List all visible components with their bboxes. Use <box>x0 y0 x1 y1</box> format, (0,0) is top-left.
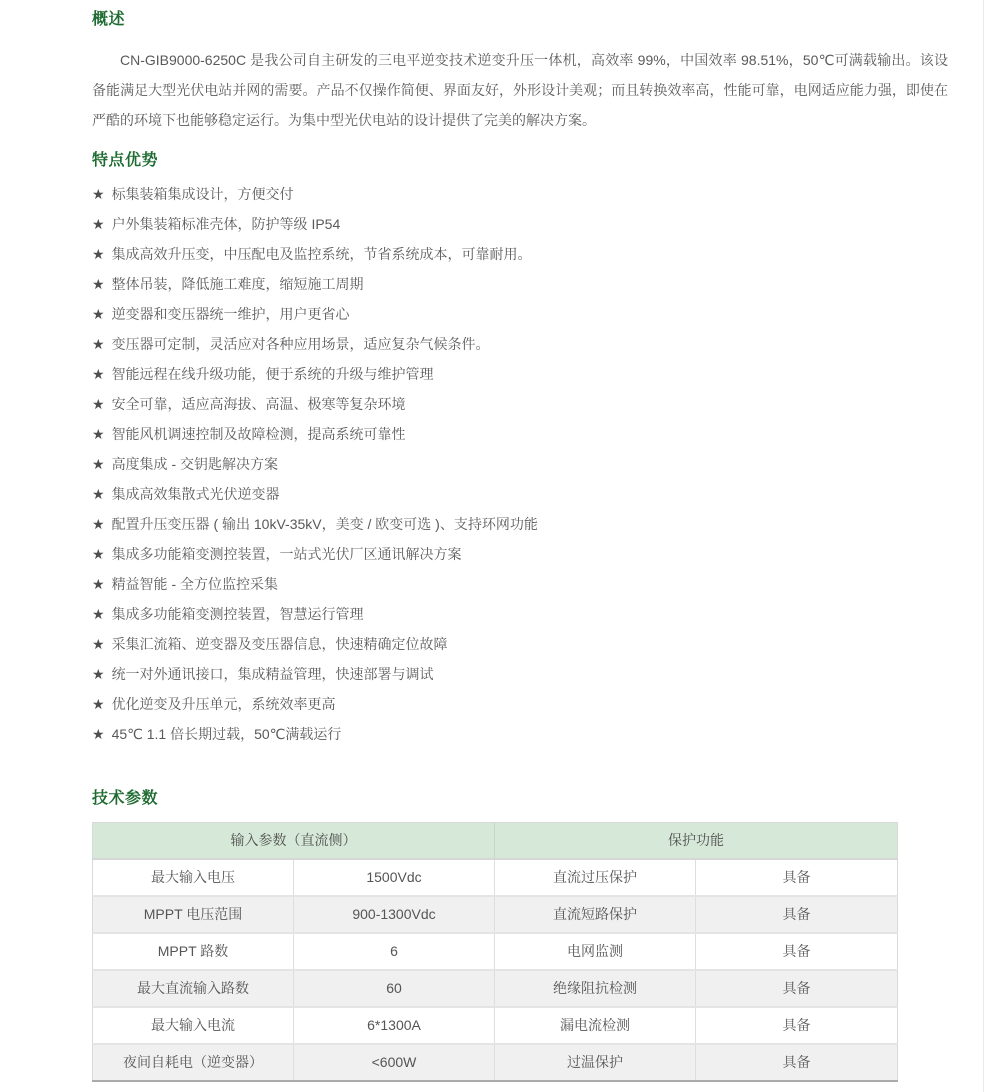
param-value: 6 <box>294 933 495 970</box>
feature-text: 集成多功能箱变测控装置，一站式光伏厂区通讯解决方案 <box>111 546 462 562</box>
param-value: 900-1300Vdc <box>294 896 495 933</box>
table-header-input-params: 输入参数（直流侧） <box>93 823 495 859</box>
star-bullet-icon: ★ <box>92 186 105 202</box>
star-bullet-icon: ★ <box>92 276 105 292</box>
star-bullet-icon: ★ <box>92 576 105 592</box>
star-bullet-icon: ★ <box>92 546 105 562</box>
feature-text: 45℃ 1.1 倍长期过载，50℃满载运行 <box>111 726 342 742</box>
protection-value: 具备 <box>696 1007 898 1044</box>
overview-paragraph: CN-GIB9000-6250C 是我公司自主研发的三电平逆变技术逆变升压一体机，高效率 99%，中国效率 98.51%，50℃可满载输出。该设备能满足大型光伏电站并网的需要。产品不仅操作简便、界面友好，外形设计美观；而且转换效率高，性能可靠，电网适应能力强，即使在严酷的环境下也能够稳定运行。为集中型光伏电站的设计提供了完美的解决方案。 <box>92 52 948 128</box>
feature-text: 标集装箱集成设计，方便交付 <box>111 186 294 202</box>
feature-text: 整体吊装，降低施工难度，缩短施工周期 <box>111 276 364 292</box>
star-bullet-icon: ★ <box>92 666 105 682</box>
feature-item <box>92 269 948 299</box>
protection-name: 电网监测 <box>495 933 696 970</box>
feature-item <box>92 659 948 689</box>
protection-name: 漏电流检测 <box>495 1007 696 1044</box>
param-value: 1500Vdc <box>294 859 495 896</box>
star-bullet-icon: ★ <box>92 516 105 532</box>
feature-item <box>92 539 948 569</box>
feature-item <box>92 629 948 659</box>
table-row <box>93 970 898 1007</box>
feature-text: 智能远程在线升级功能，便于系统的升级与维护管理 <box>111 366 434 382</box>
table-row <box>93 933 898 970</box>
feature-item <box>92 689 948 719</box>
protection-name: 直流过压保护 <box>495 859 696 896</box>
table-row <box>93 1007 898 1044</box>
param-name: 夜间自耗电（逆变器） <box>93 1044 294 1081</box>
param-name: MPPT 路数 <box>93 933 294 970</box>
star-bullet-icon: ★ <box>92 306 105 322</box>
feature-text: 变压器可定制，灵活应对各种应用场景，适应复杂气候条件。 <box>111 336 490 352</box>
feature-item <box>92 569 948 599</box>
feature-item <box>92 299 948 329</box>
protection-value: 具备 <box>696 859 898 896</box>
feature-item <box>92 599 948 629</box>
feature-text: 配置升压变压器 ( 输出 10kV-35kV，美变 / 欧变可选 )、支持环网功能 <box>111 516 538 532</box>
feature-text: 统一对外通讯接口，集成精益管理，快速部署与调试 <box>111 666 434 682</box>
star-bullet-icon: ★ <box>92 726 105 742</box>
specs-heading: 技术参数 <box>92 790 159 807</box>
feature-text: 高度集成 - 交钥匙解决方案 <box>111 456 279 472</box>
star-bullet-icon: ★ <box>92 456 105 472</box>
star-bullet-icon: ★ <box>92 606 105 622</box>
feature-text: 集成高效集散式光伏逆变器 <box>111 486 280 502</box>
table-row <box>93 1044 898 1081</box>
feature-text: 精益智能 - 全方位监控采集 <box>111 576 279 592</box>
feature-text: 智能风机调速控制及故障检测，提高系统可靠性 <box>111 426 406 442</box>
feature-text: 逆变器和变压器统一维护，用户更省心 <box>111 306 350 322</box>
feature-text: 优化逆变及升压单元，系统效率更高 <box>111 696 336 712</box>
feature-item <box>92 359 948 389</box>
param-value: 6*1300A <box>294 1007 495 1044</box>
feature-text: 户外集装箱标准壳体，防护等级 IP54 <box>111 216 341 232</box>
star-bullet-icon: ★ <box>92 246 105 262</box>
protection-name: 直流短路保护 <box>495 896 696 933</box>
feature-item <box>92 179 948 209</box>
overview-heading: 概述 <box>92 11 126 28</box>
param-name: MPPT 电压范围 <box>93 896 294 933</box>
star-bullet-icon: ★ <box>92 486 105 502</box>
feature-item <box>92 209 948 239</box>
feature-text: 安全可靠，适应高海拔、高温、极寒等复杂环境 <box>111 396 406 412</box>
star-bullet-icon: ★ <box>92 636 105 652</box>
feature-item <box>92 329 948 359</box>
table-row <box>93 896 898 933</box>
star-bullet-icon: ★ <box>92 216 105 232</box>
protection-value: 具备 <box>696 970 898 1007</box>
specs-table-header-row <box>93 823 898 859</box>
protection-value: 具备 <box>696 1044 898 1081</box>
feature-item <box>92 389 948 419</box>
feature-item <box>92 719 948 749</box>
param-name: 最大输入电流 <box>93 1007 294 1044</box>
param-value: <600W <box>294 1044 495 1081</box>
star-bullet-icon: ★ <box>92 336 105 352</box>
feature-list <box>92 179 948 749</box>
feature-item <box>92 419 948 449</box>
protection-name: 绝缘阻抗检测 <box>495 970 696 1007</box>
feature-item <box>92 449 948 479</box>
feature-item <box>92 239 948 269</box>
feature-text: 集成高效升压变，中压配电及监控系统，节省系统成本，可靠耐用。 <box>111 246 532 262</box>
table-row <box>93 859 898 896</box>
feature-item <box>92 479 948 509</box>
star-bullet-icon: ★ <box>92 396 105 412</box>
specs-table <box>92 822 898 1082</box>
feature-text: 采集汇流箱、逆变器及变压器信息，快速精确定位故障 <box>111 636 448 652</box>
content-area <box>92 0 948 1082</box>
feature-text: 集成多功能箱变测控装置，智慧运行管理 <box>111 606 364 622</box>
param-value: 60 <box>294 970 495 1007</box>
protection-value: 具备 <box>696 896 898 933</box>
param-name: 最大输入电压 <box>93 859 294 896</box>
feature-item <box>92 509 948 539</box>
page-right-divider <box>983 0 984 1092</box>
features-heading: 特点优势 <box>92 152 159 169</box>
table-header-protection: 保护功能 <box>495 823 898 859</box>
protection-value: 具备 <box>696 933 898 970</box>
protection-name: 过温保护 <box>495 1044 696 1081</box>
star-bullet-icon: ★ <box>92 696 105 712</box>
star-bullet-icon: ★ <box>92 426 105 442</box>
star-bullet-icon: ★ <box>92 366 105 382</box>
param-name: 最大直流输入路数 <box>93 970 294 1007</box>
